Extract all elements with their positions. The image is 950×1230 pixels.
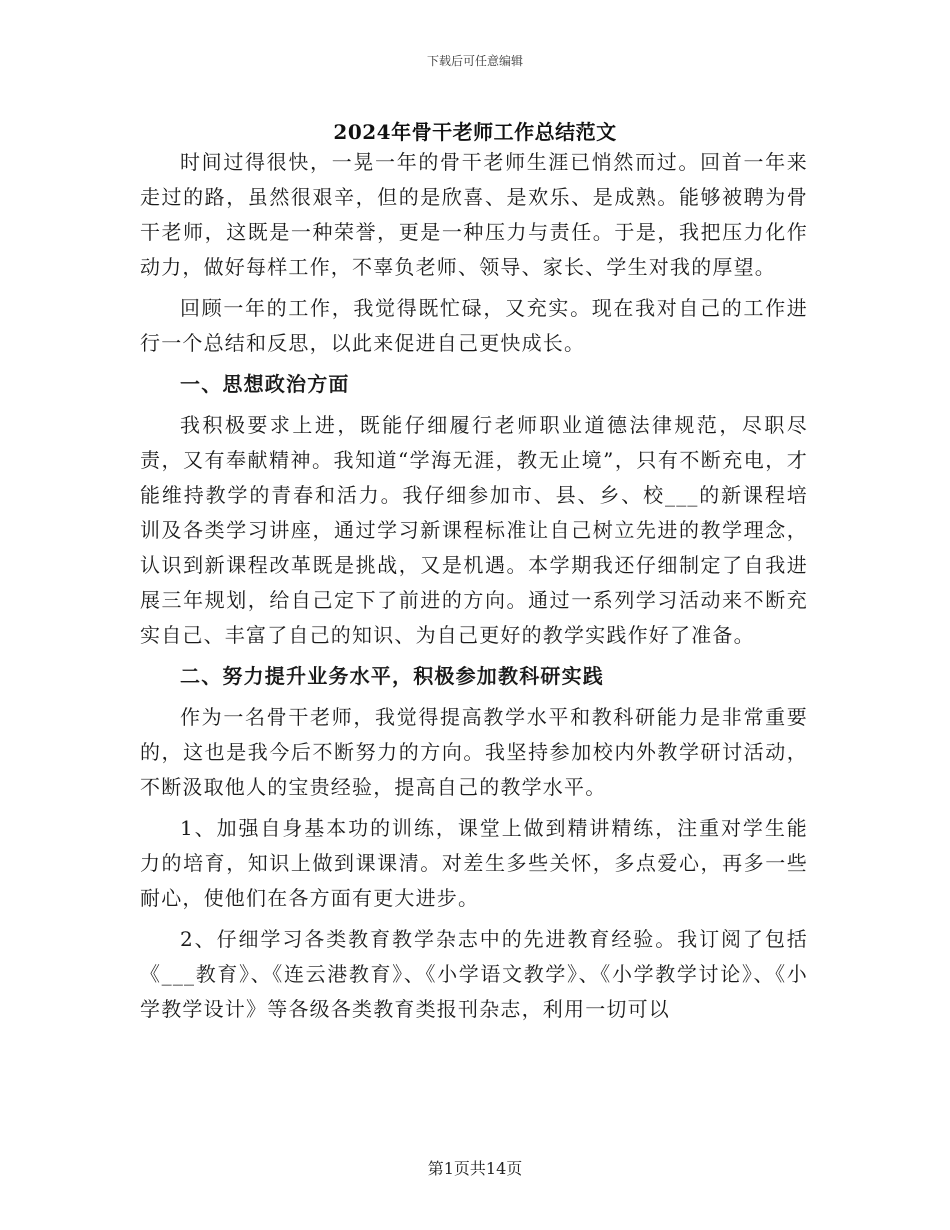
document-body <box>140 145 808 1033</box>
list-item-basic-skills: 1、加强自身基本功的训练，课堂上做到精讲精练，注重对学生能力的培育，知识上做到课课清。对差生多些关怀，多点爱心，再多一些耐心，使他们在各方面有更大进步。 <box>140 816 808 910</box>
document-title: 2024年骨干老师工作总结范文 <box>333 120 617 144</box>
section-heading-professional: 二、努力提升业务水平，积极参加教科研实践 <box>180 664 604 688</box>
professional-paragraph: 作为一名骨干老师，我觉得提高教学水平和教科研能力是非常重要的，这也是我今后不断努力的方向。我坚持参加校内外教学研讨活动，不断汲取他人的宝贵经验，提高自己的教学水平。 <box>140 705 808 799</box>
section-heading-politics: 一、思想政治方面 <box>180 372 350 396</box>
header-note: 下载后可任意编辑 <box>426 54 523 68</box>
politics-paragraph: 我积极要求上进，既能仔细履行老师职业道德法律规范，尽职尽责，又有奉献精神。我知道“学海无涯，教无止境”，只有不断充电，才能维持教学的青春和活力。我仔细参加市、县、乡、校___的新课程培训及各类学习讲座，通过学习新课程标准让自己树立先进的教学理念，认识到新课程改革既是挑战，又是机遇。本学期我还仔细制定了自我进展三年规划，给自己定下了前进的方向。通过一系列学习活动来不断充实自己、丰富了自己的知识、为自己更好的教学实践作好了准备。 <box>140 413 808 647</box>
intro-paragraph: 时间过得很快，一晃一年的骨干老师生涯已悄然而过。回首一年来走过的路，虽然很艰辛，但的是欣喜、是欢乐、是成熟。能够被聘为骨干老师，这既是一种荣誉，更是一种压力与责任。于是，我把压力化作动力，做好每样工作，不辜负老师、领导、家长、学生对我的厚望。 <box>140 150 808 279</box>
list-item-journals: 2、仔细学习各类教育教学杂志中的先进教育经验。我订阅了包括《___教育》、《连云港教育》、《小学语文教学》、《小学教学讨论》、《小学教学设计》等各级各类教育类报刊杂志，利用一切可以 <box>140 927 808 1021</box>
review-paragraph: 回顾一年的工作，我觉得既忙碌，又充实。现在我对自己的工作进行一个总结和反思，以此来促进自己更快成长。 <box>140 296 808 355</box>
page-number-footer: 第1页共14页 <box>427 1159 523 1178</box>
